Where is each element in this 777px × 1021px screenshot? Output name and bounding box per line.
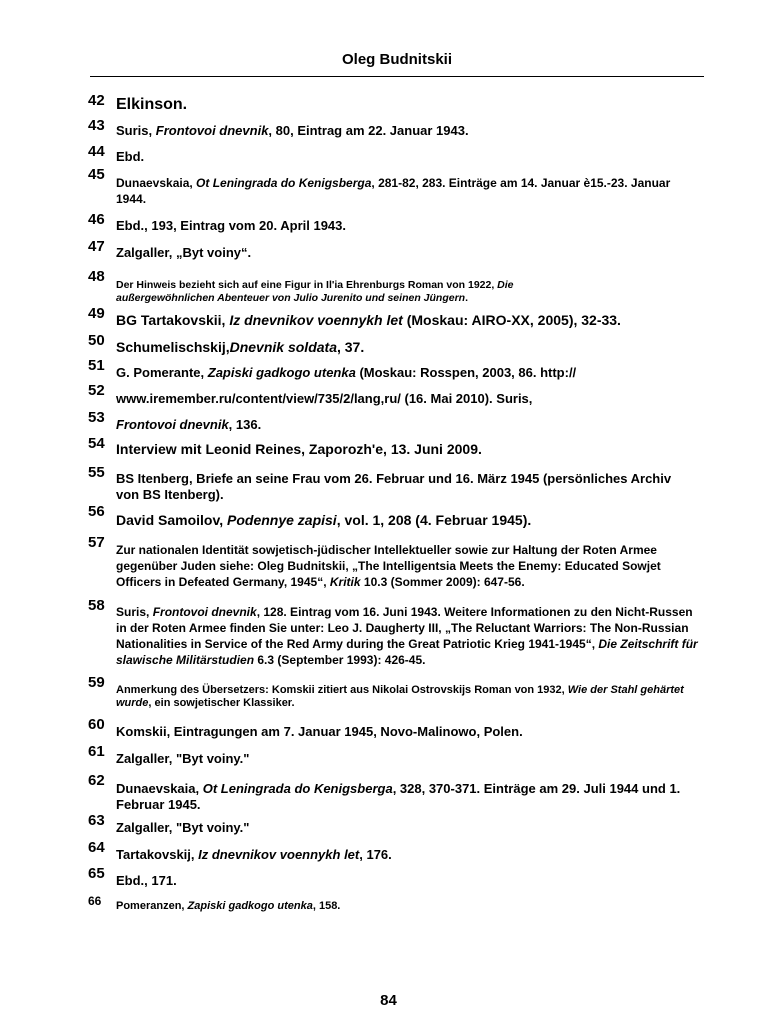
footnote-text: www.iremember.ru/content/view/735/2/lang,ru/ (16. Mai 2010). Suris,	[116, 391, 533, 406]
footnote-text: Zur nationalen Identität sowjetisch-jüdischer Intellektueller sowie zur Haltung der Roten Armee gegenüber Juden siehe: Oleg Budnitskii, „The Intelligentsia Meets the Enemy: Educated Sowjet Officers in Defeated Germany, 1945“, Kritik 10.3 (Sommer 2009): 647-56.	[116, 543, 661, 589]
footnote-number: 63	[88, 812, 105, 829]
footnote-number: 46	[88, 211, 105, 228]
footnote-text: Anmerkung des Übersetzers: Komskii zitiert aus Nikolai Ostrovskijs Roman von 1932, Wie der Stahl gehärtet wurde, ein sowjetischer Klassiker.	[116, 684, 684, 709]
footnote-text: Elkinson.	[116, 96, 188, 113]
footnote-text: Suris, Frontovoi dnevnik, 128. Eintrag vom 16. Juni 1943. Weitere Informationen zu den Nicht-Russen in der Roten Armee finden Sie unter: Leo J. Daugherty III, „The Reluctant Warriors: The Non-Russian Nationalities in Service of the Red Army during the Great Patriotic Krieg 1941-1945“, Die Zeitschrift für slawische Militärstudien 6.3 (September 1993): 426-45.	[116, 605, 698, 667]
footnote-text: Zalgaller, "Byt voiny."	[116, 751, 250, 766]
footnote-number: 58	[88, 597, 105, 614]
footnote-text: BS Itenberg, Briefe an seine Frau vom 26. Februar und 16. März 1945 (persönliches Archiv von BS Itenberg).	[116, 471, 672, 502]
footnote-text: Der Hinweis bezieht sich auf eine Figur in Il'ia Ehrenburgs Roman von 1922, Die außergewöhnlichen Abenteuer von Julio Jurenito und seinen Jüngern.	[116, 279, 514, 304]
footnote-text: BG Tartakovskii, Iz dnevnikov voennykh let (Moskau: AIRO-XX, 2005), 32-33.	[116, 312, 621, 328]
footnote-number: 66	[88, 894, 102, 908]
page-number: 84	[380, 992, 397, 1009]
footnote-text: G. Pomerante, Zapiski gadkogo utenka (Moskau: Rosspen, 2003, 86. http://	[116, 365, 577, 380]
footnote-text: Ebd., 171.	[116, 873, 177, 888]
footnote-number: 60	[88, 716, 105, 733]
footnote-number: 64	[88, 839, 105, 856]
footnote-number: 56	[88, 503, 105, 520]
footnote-number: 62	[88, 772, 105, 789]
footnote-number: 52	[88, 382, 105, 399]
footnote-text: Tartakovskij, Iz dnevnikov voennykh let, 176.	[116, 847, 392, 862]
footnote-text: Schumelischskij,Dnevnik soldata, 37.	[116, 339, 365, 355]
footnote-text: Ebd., 193, Eintrag vom 20. April 1943.	[116, 218, 346, 233]
footnote-number: 53	[88, 409, 105, 426]
footnote-number: 55	[88, 464, 105, 481]
footnote-number: 43	[88, 117, 105, 134]
footnote-number: 44	[88, 143, 105, 160]
footnote-number: 47	[88, 238, 105, 255]
footnote-text: Interview mit Leonid Reines, Zaporozh'e, 13. Juni 2009.	[116, 441, 482, 457]
footnote-number: 54	[88, 435, 105, 452]
footnote-number: 57	[88, 534, 105, 551]
footnote-text: Frontovoi dnevnik, 136.	[116, 417, 262, 432]
footnote-number: 50	[88, 332, 105, 349]
footnote-number: 42	[88, 92, 105, 109]
page-header-title: Oleg Budnitskii	[341, 51, 452, 68]
footnote-number: 65	[88, 865, 105, 882]
footnote-text: Pomeranzen, Zapiski gadkogo utenka, 158.	[116, 900, 341, 912]
footnote-text: Dunaevskaia, Ot Leningrada do Kenigsberga, 328, 370-371. Einträge am 29. Juli 1944 und 1. Februar 1945.	[116, 781, 681, 812]
footnote-number: 45	[88, 166, 105, 183]
footnote-number: 51	[88, 357, 105, 374]
footnote-number: 48	[88, 268, 105, 285]
footnote-text: Ebd.	[116, 149, 145, 164]
footnote-text: Zalgaller, "Byt voiny."	[116, 820, 250, 835]
footnote-text: Suris, Frontovoi dnevnik, 80, Eintrag am 22. Januar 1943.	[116, 123, 469, 138]
footnote-text: Zalgaller, „Byt voiny“.	[116, 245, 252, 260]
footnote-number: 61	[88, 743, 105, 760]
footnote-number: 49	[88, 305, 105, 322]
header-rule	[90, 76, 704, 77]
footnote-text: Komskii, Eintragungen am 7. Januar 1945, Novo-Malinowo, Polen.	[116, 724, 523, 739]
footnote-text: Dunaevskaia, Ot Leningrada do Kenigsberga, 281-82, 283. Einträge am 14. Januar è15.-23. Januar 1944.	[116, 176, 671, 206]
footnote-number: 59	[88, 674, 105, 691]
footnote-text: David Samoilov, Podennye zapisi, vol. 1, 208 (4. Februar 1945).	[116, 512, 532, 528]
